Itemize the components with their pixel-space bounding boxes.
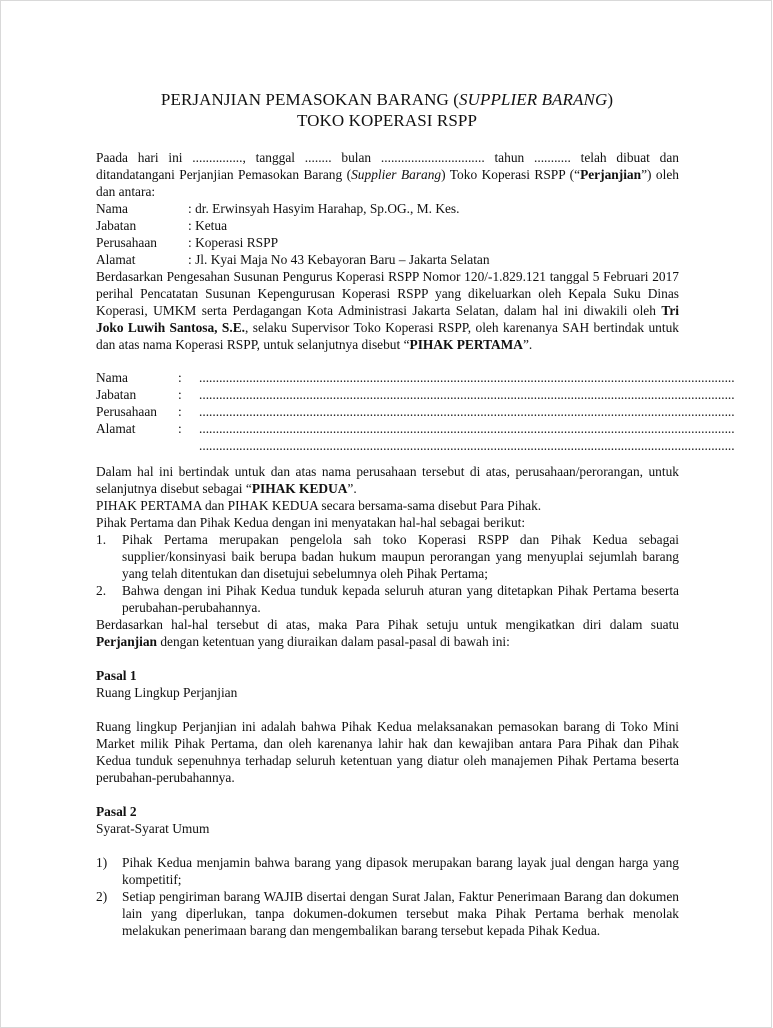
party2-colon: : [178, 421, 182, 436]
title-text-end: ) [607, 90, 614, 109]
party2-blank: ................................................................................................................................................................ [199, 404, 735, 419]
party1-label: Nama [96, 201, 128, 216]
pasal2-item [96, 854, 679, 888]
agreement-paragraph [96, 616, 679, 650]
party2-label: Alamat [96, 421, 136, 436]
party2-row [96, 386, 735, 403]
party1-block [96, 200, 679, 268]
party2-text: Dalam hal ini bertindak untuk dan atas nama perusahaan tersebut di atas, perusahaan/perorangan, untuk selanjutnya disebut sebagai “ [96, 464, 679, 496]
opening-text-2: ) Toko Koperasi RSPP (“ [441, 167, 581, 182]
party1-row [96, 234, 679, 251]
basis-text-3: ”. [522, 337, 533, 352]
party2-colon: : [178, 370, 182, 385]
party2-row [96, 437, 735, 454]
opening-text-3: ”) oleh dan antara: [96, 167, 679, 199]
party1-label: Jabatan [96, 218, 137, 233]
party2-paragraph [96, 463, 679, 497]
party2-label: Perusahaan [96, 404, 157, 419]
party1-row [96, 200, 679, 217]
party2-blank: ................................................................................................................................................................ [199, 387, 735, 402]
party2-row [96, 403, 735, 420]
collective-paragraph: PIHAK PERTAMA dan PIHAK KEDUA secara bersama-sama disebut Para Pihak. [96, 498, 542, 513]
pasal1-subheading: Ruang Lingkup Perjanjian [96, 685, 238, 700]
party2-text-2: ”. [347, 481, 357, 496]
party2-label: Nama [96, 370, 128, 385]
party1-label: Alamat [96, 252, 136, 267]
basis-text: Berdasarkan Pengesahan Susunan Pengurus Koperasi RSPP Nomor 120/-1.829.121 tanggal 5 Februari 2017 perihal Pencatatan Susunan Kepengurusan Koperasi RSPP yang dikeluarkan oleh Kepala Suku Dinas Koperasi, UMKM serta Perdagangan Kota Administrasi Jakarta Selatan, dalam hal ini diwakili oleh [96, 269, 679, 318]
party2-blank: ................................................................................................................................................................ [199, 370, 735, 385]
opening-text: Paada hari ini ..............., tanggal ........ bulan ............................... tahun ........... telah dibuat dan ditandatangani Perjanjian Pemasokan Barang ( [96, 150, 679, 182]
pihak-pertama-label: PIHAK PERTAMA [409, 337, 523, 352]
party1-value: : Koperasi RSPP [188, 235, 279, 250]
pasal1-body: Ruang lingkup Perjanjian ini adalah bahwa Pihak Kedua melaksanakan pemasokan barang di Toko Mini Market milik Pihak Pertama, dan oleh karenanya lahir hak dan kewajiban antara Para Pihak dan Pihak Kedua tunduk sepenuhnya terhadap seluruh ketentuan yang diatur oleh manajemen Pihak Pertama beserta perubahan-perubahannya. [96, 719, 679, 785]
document-title [1, 90, 773, 110]
pasal2-subheading: Syarat-Syarat Umum [96, 821, 210, 836]
statement-item [96, 582, 679, 616]
party1-value: : Ketua [188, 218, 228, 233]
party1-value: : Jl. Kyai Maja No 43 Kebayoran Baru – Jakarta Selatan [188, 252, 490, 267]
statement-text: Bahwa dengan ini Pihak Kedua tunduk kepada seluruh aturan yang ditetapkan Pihak Pertama beserta perubahan-perubahannya. [122, 583, 679, 615]
title-text: PERJANJIAN PEMASOKAN BARANG ( [160, 90, 459, 109]
pasal1-heading-text: Pasal 1 [96, 668, 137, 683]
statement-number: 2. [96, 583, 107, 598]
party2-blank: ................................................................................................................................................................ [199, 421, 735, 436]
pasal1-heading [96, 667, 679, 684]
pasal2-heading-text: Pasal 2 [96, 804, 137, 819]
document-body [96, 149, 735, 939]
representation-paragraph [96, 268, 679, 353]
statement-item [96, 531, 679, 582]
statement-text: Pihak Pertama merupakan pengelola sah toko Koperasi RSPP dan Pihak Kedua sebagai supplier/konsinyasi baik berupa badan hukum maupun perorangan yang menyuplai sejumlah barang yang telah ditentukan dan disetujui sebelumnya oleh Pihak Pertama; [122, 532, 679, 581]
party2-colon: : [178, 404, 182, 419]
pasal2-item-number: 2) [96, 889, 108, 904]
party2-blank: ................................................................................................................................................................ [199, 438, 735, 453]
pasal2-item-number: 1) [96, 855, 108, 870]
statement-number: 1. [96, 532, 107, 547]
party1-row [96, 217, 679, 234]
representative-name: Tri Joko Luwih Santosa, S.E. [96, 303, 679, 335]
document-subtitle: TOKO KOPERASI RSPP [296, 111, 478, 130]
pasal2-item-text: Pihak Kedua menjamin bahwa barang yang dipasok merupakan barang layak jual dengan harga yang kompetitif; [122, 855, 679, 887]
party1-value: : dr. Erwinsyah Hasyim Harahap, Sp.OG., M. Kes. [188, 201, 460, 216]
pasal2-heading [96, 803, 679, 820]
pihak-kedua-label: PIHAK KEDUA [251, 481, 348, 496]
party2-row [96, 420, 735, 437]
opening-paragraph [96, 149, 679, 200]
party1-row [96, 251, 679, 268]
pasal2-item-text: Setiap pengiriman barang WAJIB disertai dengan Surat Jalan, Faktur Penerimaan Barang dan dokumen lain yang diperlukan, tanpa dokumen-dokumen tersebut maka Pihak Pertama berhak menolak melakukan penerimaan barang dan mengembalikan barang tersebut kepada Pihak Kedua. [122, 889, 679, 938]
declaration-paragraph: Pihak Pertama dan Pihak Kedua dengan ini menyatakan hal-hal sebagai berikut: [96, 515, 526, 530]
basis-text-2: , selaku Supervisor Toko Koperasi RSPP, oleh karenanya SAH bertindak untuk dan atas nama Koperasi RSPP, untuk selanjutnya disebut “ [96, 320, 679, 352]
party2-colon: : [178, 387, 182, 402]
party2-label: Jabatan [96, 387, 137, 402]
agreement-text: Berdasarkan hal-hal tersebut di atas, maka Para Pihak setuju untuk mengikatkan diri dalam suatu [96, 617, 679, 632]
title-italic: SUPPLIER BARANG [458, 90, 608, 109]
agreement-bold: Perjanjian [96, 634, 157, 649]
agreement-text-2: dengan ketentuan yang diuraikan dalam pasal-pasal di bawah ini: [157, 634, 510, 649]
party2-block [96, 369, 735, 454]
party1-label: Perusahaan [96, 235, 157, 250]
opening-italic: Supplier Barang [351, 167, 442, 182]
pasal2-item [96, 888, 679, 939]
opening-bold: Perjanjian [580, 167, 642, 182]
party2-row [96, 369, 735, 386]
